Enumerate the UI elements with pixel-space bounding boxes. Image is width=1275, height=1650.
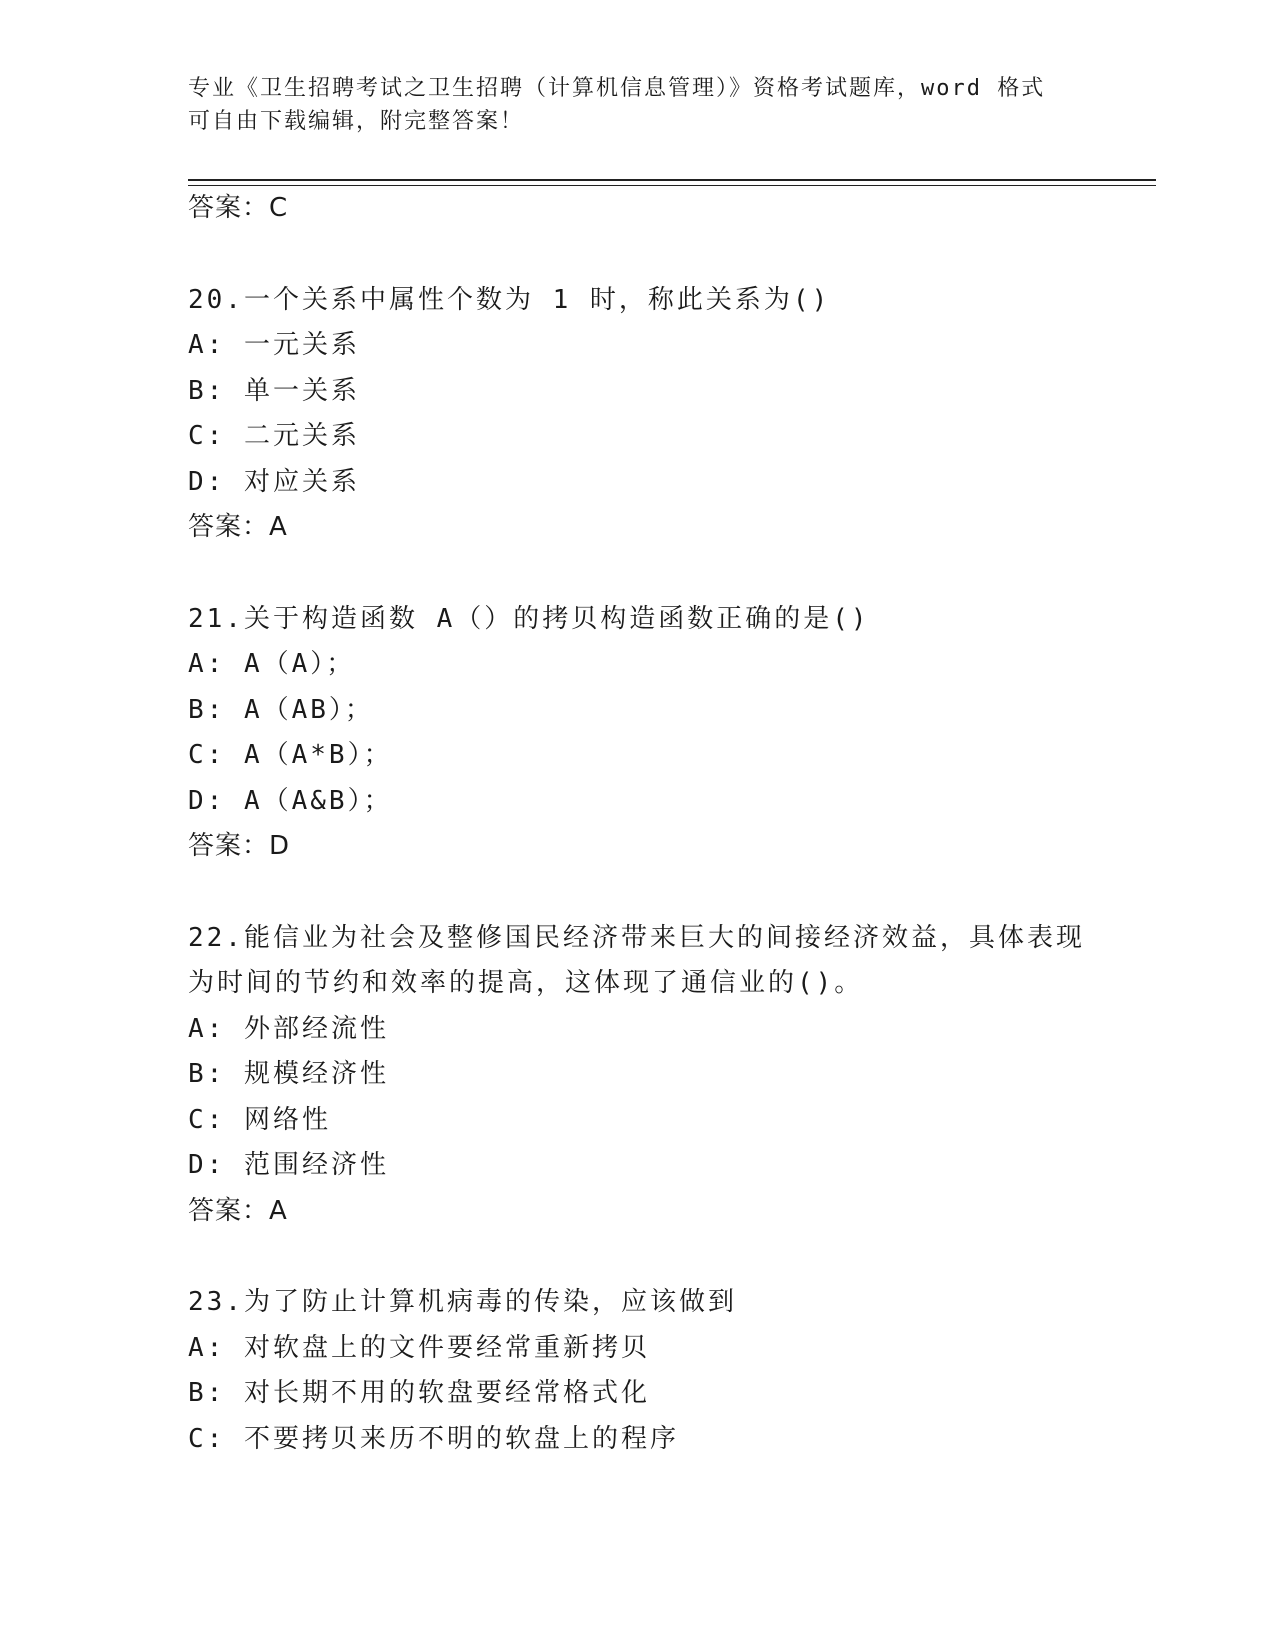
- option-a: A: A（A）；: [188, 649, 356, 679]
- question-list: [188, 186, 1088, 1462]
- option-b: B: 规模经济性: [188, 1059, 389, 1089]
- question-stem-line-2: 为时间的节约和效率的提高，这体现了通信业的()。: [188, 968, 864, 998]
- option-c: C: 二元关系: [188, 421, 360, 451]
- option-d: D: 范围经济性: [188, 1150, 389, 1180]
- question-stem: 23.为了防止计算机病毒的传染，应该做到: [188, 1287, 737, 1317]
- option-b: B: A（AB）；: [188, 694, 374, 725]
- option-a: A: 一元关系: [188, 330, 360, 360]
- answer: 答案：D: [188, 831, 291, 861]
- option-c: C: 不要拷贝来历不明的软盘上的程序: [188, 1423, 679, 1454]
- question-20: [188, 278, 1088, 551]
- question-stem-line-1: 22.能信业为社会及整修国民经济带来巨大的间接经济效益，具体表现: [188, 922, 1085, 953]
- option-c: C: 网络性: [188, 1104, 331, 1135]
- option-c: C: A（A*B）；: [188, 740, 393, 770]
- option-a: A: 外部经流性: [188, 1013, 389, 1044]
- option-b: B: 单一关系: [188, 375, 360, 406]
- document-header: [188, 72, 1068, 138]
- question-23: [188, 1280, 1088, 1462]
- question-stem: 21.关于构造函数 A（）的拷贝构造函数正确的是(): [188, 603, 870, 634]
- option-d: D: A（A&B）；: [188, 785, 393, 816]
- question-22: [188, 916, 1088, 1235]
- header-line-1: 专业《卫生招聘考试之卫生招聘（计算机信息管理）》资格考试题库，word 格式: [188, 76, 1046, 101]
- previous-answer: 答案：C: [188, 193, 289, 223]
- header-divider-thick: [188, 179, 1156, 181]
- answer: 答案：A: [188, 512, 288, 542]
- question-stem: 20.一个关系中属性个数为 1 时，称此关系为(): [188, 284, 831, 315]
- option-a: A: 对软盘上的文件要经常重新拷贝: [188, 1332, 650, 1363]
- answer: 答案：A: [188, 1195, 288, 1226]
- question-21: [188, 597, 1088, 870]
- option-b: B: 对长期不用的软盘要经常格式化: [188, 1378, 650, 1408]
- option-d: D: 对应关系: [188, 466, 360, 497]
- header-line-2: 可自由下载编辑，附完整答案！: [188, 109, 525, 134]
